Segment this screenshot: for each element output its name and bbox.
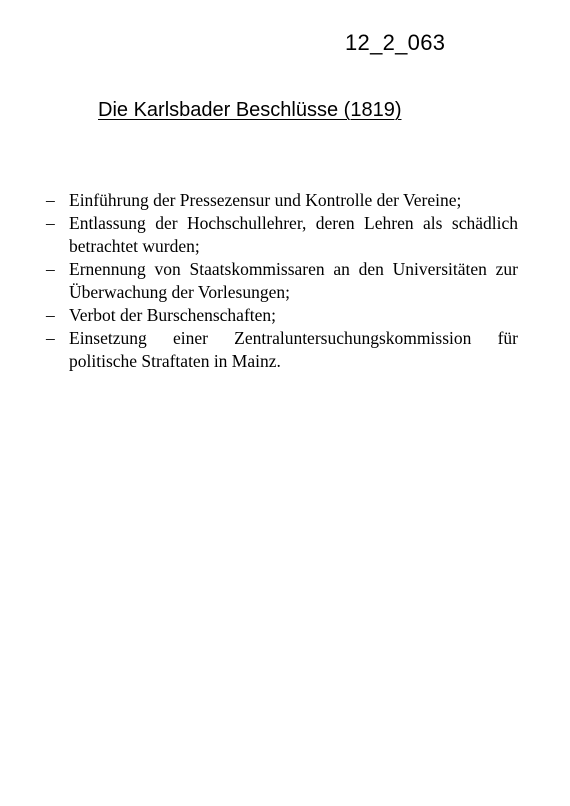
- dash-bullet: –: [46, 213, 55, 233]
- document-title: Die Karlsbader Beschlüsse (1819): [98, 99, 402, 121]
- list-item-text: Ernennung von Staatskommissaren an den Universitäten zur Überwachung der Vorlesungen;: [69, 259, 518, 302]
- list-item: [46, 304, 518, 327]
- list-item-text: Verbot der Burschenschaften;: [69, 305, 277, 325]
- dash-bullet: –: [46, 305, 55, 325]
- list-item: [46, 258, 518, 304]
- dash-bullet: –: [46, 259, 55, 279]
- list-item-text: Einsetzung einer Zentraluntersuchungskommission für politische Straftaten in Mainz.: [69, 328, 518, 371]
- list-item: [46, 327, 518, 373]
- document-id: 12_2_063: [345, 30, 446, 55]
- list-item-text: Entlassung der Hochschullehrer, deren Lehren als schädlich betrachtet wurden;: [69, 213, 518, 256]
- list-item-text: Einführung der Pressezensur und Kontrolle der Vereine;: [69, 190, 462, 210]
- dash-bullet: –: [46, 190, 55, 210]
- dash-bullet: –: [46, 328, 55, 348]
- list-item: [46, 189, 518, 212]
- list-item: [46, 212, 518, 258]
- decree-list: [46, 189, 518, 373]
